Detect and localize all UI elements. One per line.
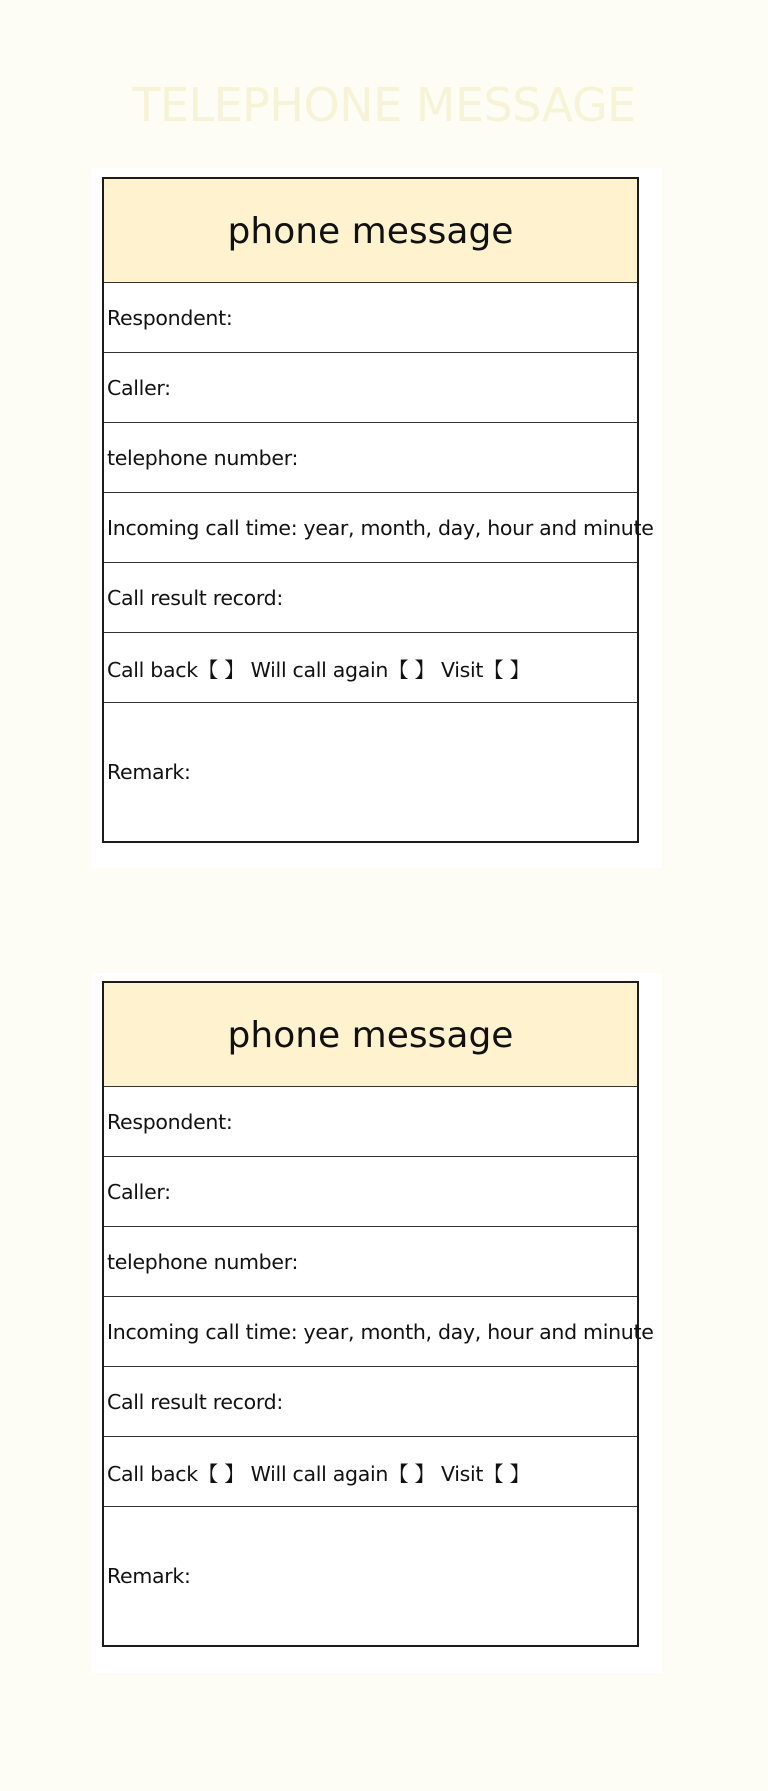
call-options-field[interactable]: Call back【 】 Will call again【 】 Visit【 】 <box>104 633 637 703</box>
call-result-record-field[interactable]: Call result record: <box>104 1367 637 1437</box>
remark-field[interactable]: Remark: <box>107 1564 191 1588</box>
form-heading: phone message <box>104 179 637 283</box>
respondent-field[interactable]: Respondent: <box>104 283 637 353</box>
form-heading: phone message <box>104 983 637 1087</box>
phone-message-form-2 <box>102 981 654 1647</box>
phone-message-form-1 <box>102 177 654 843</box>
telephone-number-field[interactable]: telephone number: <box>104 1227 637 1297</box>
caller-field[interactable]: Caller: <box>104 1157 637 1227</box>
incoming-call-time-field[interactable]: Incoming call time: year, month, day, hour and minute <box>104 493 637 563</box>
page-title: TELEPHONE MESSAGE <box>132 78 636 132</box>
remark-field[interactable]: Remark: <box>107 760 191 784</box>
call-options-field[interactable]: Call back【 】 Will call again【 】 Visit【 】 <box>104 1437 637 1507</box>
call-result-record-field[interactable]: Call result record: <box>104 563 637 633</box>
incoming-call-time-field[interactable]: Incoming call time: year, month, day, hour and minute <box>104 1297 637 1367</box>
caller-field[interactable]: Caller: <box>104 353 637 423</box>
respondent-field[interactable]: Respondent: <box>104 1087 637 1157</box>
telephone-number-field[interactable]: telephone number: <box>104 423 637 493</box>
